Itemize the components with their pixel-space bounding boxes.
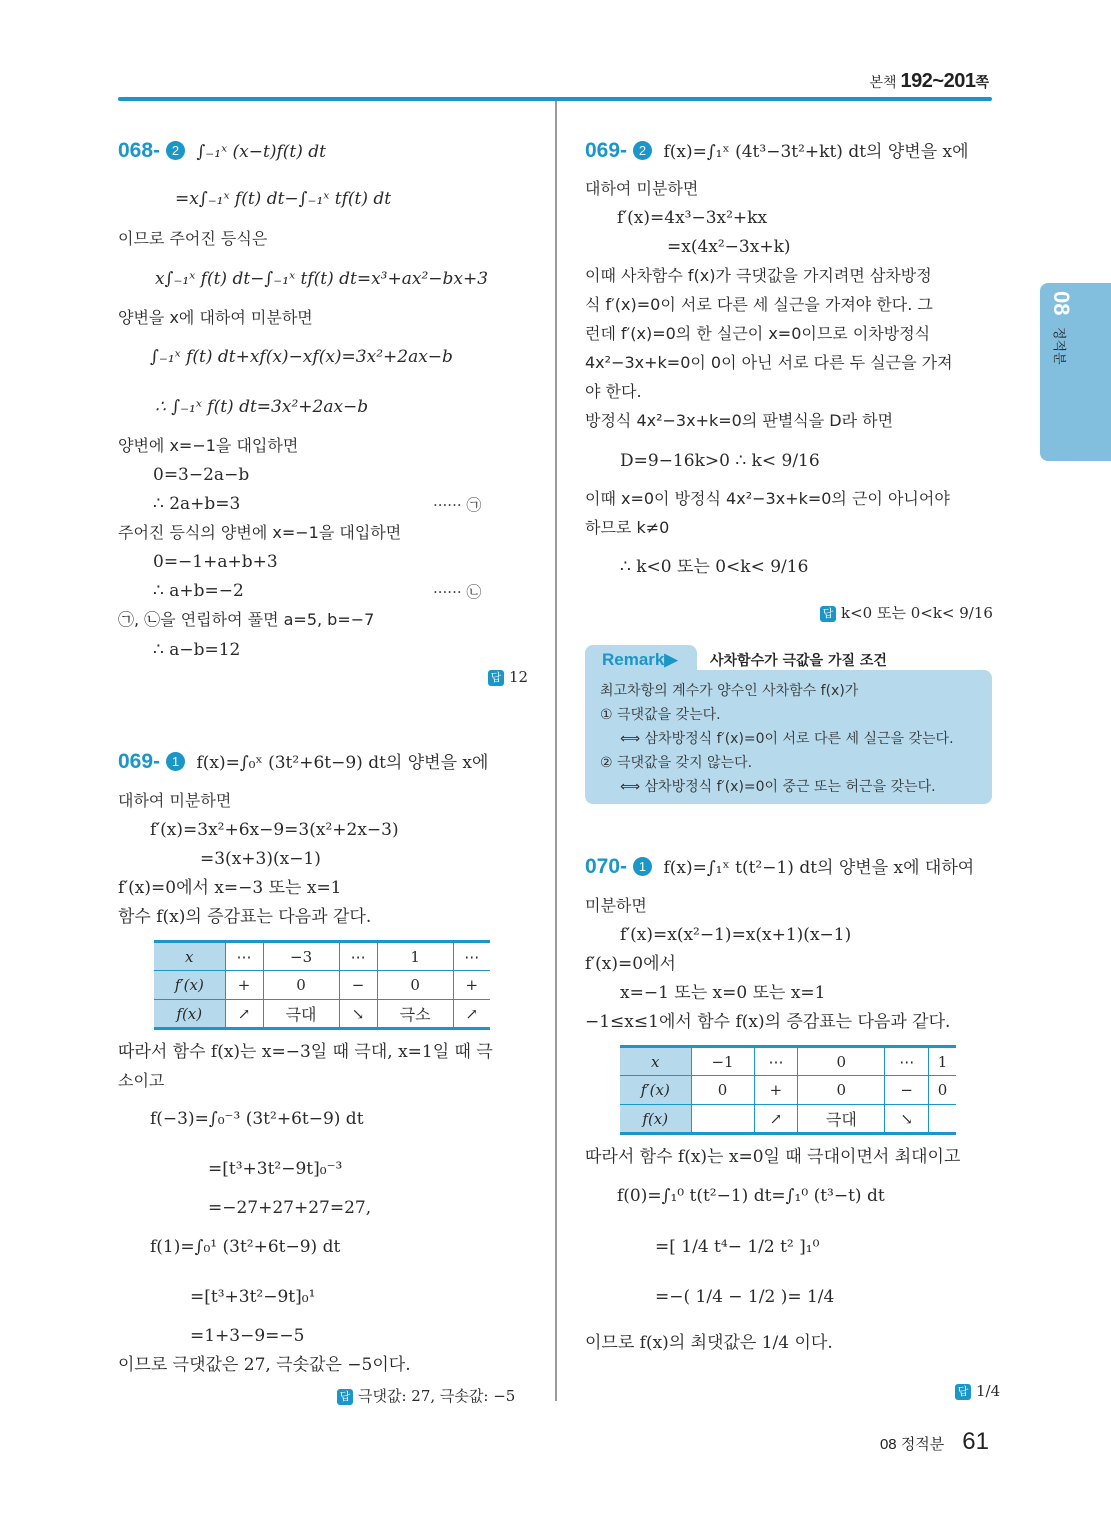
solution-line: =1+3−9=−5	[190, 1326, 305, 1346]
table-header-cell: f(x)	[154, 1000, 225, 1029]
answer	[488, 668, 528, 686]
table-cell: ⋯	[339, 942, 377, 971]
solution-line: f(x)=∫₀ˣ (3t²+6t−9) dt의 양변을 x에	[196, 753, 489, 773]
answer-badge: 답	[820, 606, 836, 622]
solution-line: f′(x)=3x²+6x−9=3(x²+2x−3)	[150, 820, 399, 840]
answer-value: 12	[509, 668, 529, 686]
table-row	[154, 1000, 490, 1029]
decreasing-arrow-icon: ↘	[885, 1105, 929, 1134]
solution-line: =−( 1/4 − 1/2 )= 1/4	[655, 1287, 835, 1307]
solution-line: 방정식 4x²−3x+k=0의 판별식을 D라 하면	[585, 411, 894, 430]
table-header-cell: x	[620, 1047, 691, 1076]
solution-line: f′(x)=0에서 x=−3 또는 x=1	[118, 878, 342, 898]
solution-line: D=9−16k>0 ∴ k< 9/16	[620, 451, 820, 471]
decreasing-arrow-icon: ↘	[339, 1000, 377, 1029]
difficulty-badge: 1	[633, 857, 652, 876]
solution-line: −1≤x≤1에서 함수 f(x)의 증감표는 다음과 같다.	[585, 1012, 951, 1032]
problem-heading	[118, 751, 488, 774]
table-cell: −3	[263, 942, 339, 971]
solution-line: f(x)=∫₁ˣ t(t²−1) dt의 양변을 x에 대하여	[663, 858, 975, 878]
solution-line: ∴ a+b=−2	[153, 581, 244, 601]
increasing-arrow-icon: ↗	[754, 1105, 798, 1134]
table-row	[620, 1076, 956, 1105]
remark-title: 사차함수가 극값을 가질 조건	[710, 653, 887, 669]
solution-line: 주어진 등식의 양변에 x=−1을 대입하면	[118, 523, 402, 542]
solution-line: f′(x)=x(x²−1)=x(x+1)(x−1)	[620, 925, 852, 945]
solution-line: 함수 f(x)의 증감표는 다음과 같다.	[118, 907, 372, 927]
answer	[955, 1382, 1000, 1400]
table-row	[154, 942, 490, 971]
answer	[337, 1385, 515, 1406]
solution-line: f(−3)=∫₀⁻³ (3t²+6t−9) dt	[150, 1109, 364, 1129]
solution-line: 양변을 x에 대하여 미분하면	[118, 308, 313, 327]
equation-marker-2: ······ ㉡	[433, 583, 482, 601]
table-row	[620, 1047, 956, 1076]
chapter-side-tab	[1040, 283, 1111, 461]
solution-line: f(x)=∫₁ˣ (4t³−3t²+kt) dt의 양변을 x에	[663, 142, 969, 162]
table-cell: ⋯	[885, 1047, 929, 1076]
page-footer	[880, 1428, 989, 1456]
solution-line: =[t³+3t²−9t]₀⁻³	[208, 1159, 343, 1179]
solution-line: 미분하면	[585, 896, 647, 915]
table-cell: ⋯	[225, 942, 263, 971]
page-ref-unit: 쪽	[975, 74, 989, 90]
table-header-cell: f′(x)	[154, 971, 225, 1000]
answer	[820, 602, 993, 623]
table-cell: 극소	[377, 1000, 453, 1029]
answer-badge: 답	[337, 1389, 353, 1405]
table-cell: +	[754, 1076, 798, 1105]
table-row	[154, 971, 490, 1000]
difficulty-badge: 2	[633, 141, 652, 160]
solution-line: f′(x)=4x³−3x²+kx	[617, 208, 768, 228]
solution-line: 런데 f′(x)=0의 한 실근이 x=0이므로 이차방정식	[585, 324, 931, 343]
solution-line: 양변에 x=−1을 대입하면	[118, 436, 299, 455]
difficulty-badge: 2	[166, 141, 185, 160]
solution-line: 대하여 미분하면	[118, 791, 232, 810]
solution-line: 식 f′(x)=0이 서로 다른 세 실근을 가져야 한다. 그	[585, 295, 933, 314]
solution-line: x=−1 또는 x=0 또는 x=1	[620, 983, 826, 1003]
table-cell: 극대	[798, 1105, 885, 1134]
page-number: 61	[962, 1428, 989, 1455]
table-cell: −1	[691, 1047, 754, 1076]
answer-value: k<0 또는 0<k< 9/16	[841, 604, 993, 622]
problem-id: 069-	[585, 139, 628, 162]
footer-chapter: 08 정적분	[879, 1436, 945, 1453]
solution-line: 하므로 k≠0	[585, 518, 670, 537]
problem-heading	[585, 140, 969, 163]
table-cell: −	[339, 971, 377, 1000]
solution-line: 0=−1+a+b+3	[153, 552, 278, 572]
solution-line: 소이고	[118, 1071, 165, 1090]
solution-line: 이므로 극댓값은 27, 극솟값은 −5이다.	[118, 1355, 411, 1375]
table-cell: 0	[691, 1076, 754, 1105]
increasing-arrow-icon: ↗	[453, 1000, 490, 1029]
remark-line: ① 극댓값을 갖는다.	[600, 707, 721, 723]
page-ref-range: 192~201	[900, 70, 976, 92]
solution-line: 이므로 f(x)의 최댓값은 1/4 이다.	[585, 1333, 833, 1353]
answer-value: 극댓값: 27, 극솟값: −5	[358, 1387, 516, 1405]
page-ref-label: 본책	[869, 74, 897, 90]
solution-line: =x∫₋₁ˣ f(t) dt−∫₋₁ˣ tf(t) dt	[175, 189, 392, 209]
problem-id: 070-	[585, 855, 628, 878]
chapter-number: 08	[1049, 291, 1074, 316]
table-cell: ⋯	[453, 942, 490, 971]
solution-line: 이때 사차함수 f(x)가 극댓값을 가지려면 삼차방정	[585, 266, 932, 285]
remark-line: ⟺ 삼차방정식 f′(x)=0이 서로 다른 세 실근을 갖는다.	[620, 731, 954, 747]
answer-value: 1/4	[976, 1382, 1001, 1400]
equation-marker-1: ······ ㉠	[433, 496, 482, 514]
solution-line: 야 한다.	[585, 382, 642, 401]
table-cell: 0	[798, 1047, 885, 1076]
answer-badge: 답	[488, 670, 504, 686]
solution-line: 4x²−3x+k=0이 0이 아닌 서로 다른 두 실근을 가져	[585, 353, 953, 372]
solution-line: =3(x+3)(x−1)	[200, 849, 321, 869]
table-cell: 0	[929, 1076, 956, 1105]
remark-line: 최고차항의 계수가 양수인 사차함수 f(x)가	[600, 683, 859, 699]
solution-line: ∴ k<0 또는 0<k< 9/16	[620, 557, 809, 577]
remark-line: ② 극댓값을 갖지 않는다.	[600, 755, 753, 771]
difficulty-badge: 1	[166, 752, 185, 771]
table-cell	[929, 1105, 956, 1134]
table-row	[620, 1105, 956, 1134]
answer-badge: 답	[955, 1384, 971, 1400]
table-cell: 극대	[263, 1000, 339, 1029]
solution-line: f(1)=∫₀¹ (3t²+6t−9) dt	[150, 1237, 341, 1257]
variation-table	[620, 1045, 956, 1135]
table-cell: −	[885, 1076, 929, 1105]
solution-line: =−27+27+27=27,	[208, 1198, 372, 1218]
table-cell: +	[225, 971, 263, 1000]
solution-line: 따라서 함수 f(x)는 x=0일 때 극대이면서 최대이고	[585, 1147, 961, 1167]
page-reference	[869, 70, 989, 93]
solution-line: x∫₋₁ˣ f(t) dt−∫₋₁ˣ tf(t) dt=x³+ax²−bx+3	[155, 269, 489, 289]
solution-line: =[ 1/4 t⁴− 1/2 t² ]₁⁰	[655, 1237, 820, 1257]
table-cell: 0	[263, 971, 339, 1000]
table-cell: 1	[929, 1047, 956, 1076]
problem-heading	[585, 856, 974, 879]
solution-line: ∴ 2a+b=3	[153, 494, 241, 514]
solution-line: ㉠, ㉡을 연립하여 풀면 a=5, b=−7	[118, 610, 375, 629]
solution-line: 대하여 미분하면	[585, 179, 699, 198]
table-cell: +	[453, 971, 490, 1000]
table-header-cell: f(x)	[620, 1105, 691, 1134]
solution-line: f(0)=∫₁⁰ t(t²−1) dt=∫₁⁰ (t³−t) dt	[617, 1186, 885, 1206]
solution-line: 이므로 주어진 등식은	[118, 229, 268, 248]
solution-line: ∫₋₁ˣ (x−t)f(t) dt	[196, 142, 326, 162]
table-cell	[691, 1105, 754, 1134]
problem-heading	[118, 140, 326, 163]
remark-label: Remark▶	[602, 650, 678, 669]
solution-line: ∴ ∫₋₁ˣ f(t) dt=3x²+2ax−b	[155, 397, 369, 417]
remark-line: ⟺ 삼차방정식 f′(x)=0이 중근 또는 허근을 갖는다.	[620, 779, 936, 795]
problem-id: 068-	[118, 139, 161, 162]
solution-line: =[t³+3t²−9t]₀¹	[190, 1287, 316, 1307]
variation-table	[154, 940, 490, 1030]
chapter-name: 정적분	[1052, 327, 1067, 365]
solution-line: ∴ a−b=12	[153, 640, 241, 660]
solution-line: 따라서 함수 f(x)는 x=−3일 때 극대, x=1일 때 극	[118, 1042, 493, 1062]
table-cell: 1	[377, 942, 453, 971]
solution-line: =x(4x²−3x+k)	[667, 237, 791, 257]
table-cell: 0	[377, 971, 453, 1000]
solution-line: 이때 x=0이 방정식 4x²−3x+k=0의 근이 아니어야	[585, 489, 950, 508]
column-divider	[555, 101, 557, 1401]
solution-line: f′(x)=0에서	[585, 954, 676, 974]
problem-id: 069-	[118, 750, 161, 773]
solution-line: ∫₋₁ˣ f(t) dt+xf(x)−xf(x)=3x²+2ax−b	[150, 347, 453, 367]
solution-line: 0=3−2a−b	[153, 465, 250, 485]
table-cell: ⋯	[754, 1047, 798, 1076]
table-cell: 0	[798, 1076, 885, 1105]
table-header-cell: f′(x)	[620, 1076, 691, 1105]
table-header-cell: x	[154, 942, 225, 971]
increasing-arrow-icon: ↗	[225, 1000, 263, 1029]
